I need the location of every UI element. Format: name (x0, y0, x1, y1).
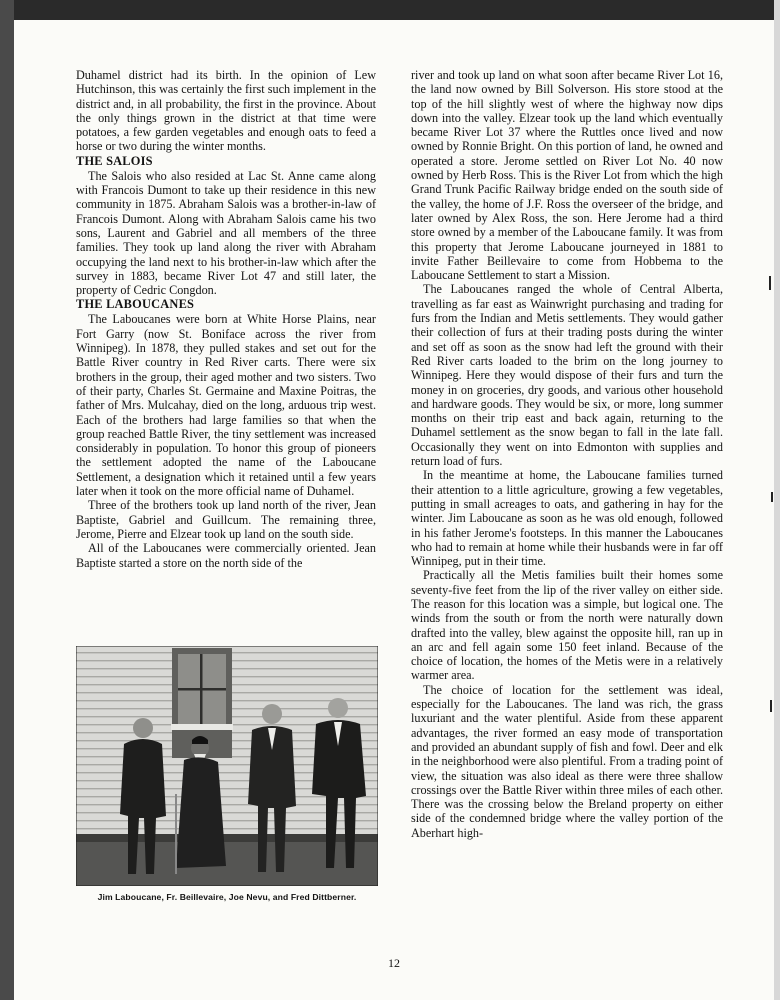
paragraph: The Laboucanes ranged the whole of Central Alberta, travelling as far east as Wainwright purchasing and trading for furs from the Indian and Metis settlements. They would gather their collection of furs at their trading posts during the winter and set off as soon as the snow had left the ground with their Red River carts loaded to the brim on the long journey to Winnipeg. Here they would dispose of their furs and turn the money in on groceries, dry goods, and various other household and hardware goods. They would be six, or more, long summer months on their trip east and back again, returning to the Duhamel settlement as the snow began to fall in the late fall. Occasionally they went on into Edmonton with supplies and return load of furs. (411, 282, 723, 469)
scan-artifact-mark (769, 276, 771, 290)
scan-artifact-mark (771, 492, 773, 502)
photo-caption: Jim Laboucane, Fr. Beillevaire, Joe Nevu, and Fred Dittberner. (97, 892, 357, 902)
group-photo (76, 646, 378, 886)
section-heading: THE LABOUCANES (76, 297, 195, 312)
page-number: 12 (388, 956, 400, 970)
scan-border-right (774, 0, 780, 1000)
scan-artifact-mark (770, 700, 772, 712)
scan-border-top (0, 0, 780, 20)
paragraph: In the meantime at home, the Laboucane families turned their attention to a little agriculture, growing a few vegetables, putting in small acreages to oats, and gathering in hay for the winter. Jim Laboucane as soon as he was old enough, followed in his father Jerome's footsteps. In this manner the Laboucanes who had to remain at home while their husbands were in far off Winnipeg, put in their time. (411, 468, 723, 569)
paragraph: All of the Laboucanes were commercially oriented. Jean Baptiste started a store on the north side of the (76, 541, 376, 570)
paragraph: Three of the brothers took up land north of the river, Jean Baptiste, Gabriel and Guillcum. The remaining three, Jerome, Pierre and Elzear took up land on the south side. (76, 498, 376, 541)
document-page (14, 20, 774, 1000)
right-column (411, 68, 723, 840)
paragraph: Duhamel district had its birth. In the opinion of Lew Hutchinson, this was certainly the first such implement in the district and, in all probability, the first in the province. About the only things grown in the district at that time were potatoes, a few garden vegetables and enough oats to feed a horse or two during the winter months. (76, 68, 376, 154)
paragraph: The Salois who also resided at Lac St. Anne came along with Francois Dumont to take up their residence in this new community in 1875. Abraham Salois was a brother-in-law of Francois Dumont. Along with Abraham Salois came his two sons, Laurent and Gabriel and all members of the three families. They took up land along the river with Abraham occupying the land next to his brother-in-law which after the survey in 1883, became River Lot 47 and still later, the property of Cedric Congdon. (76, 168, 376, 298)
section-heading: THE SALOIS (76, 153, 153, 168)
paragraph: river and took up land on what soon after became River Lot 16, the land now owned by Bill Solverson. His store stood at the top of the hill slightly west of where the highway now dips down into the valley. Elzear took up the land which eventually became River Lot 37 where the Ruttles once lived and now owned by Ronnie Bright. On this portion of land, he owned and operated a store. Jerome settled on River Lot No. 40 now owned by Herb Ross. This is the River Lot from which the high Grand Trunk Pacific Railway bridge ended on the south side of the valley, the home of J.F. Ross the overseer of the bridge, and later owned by Alex Ross, the son. Here Jerome had a third store owned by a member of the Laboucane family. It was from this property that Jerome Laboucane journeyed in 1881 to invite Father Beillevaire to come from Hobbema to the Laboucane Settlement to start a Mission. (411, 68, 723, 283)
photo-figure (76, 646, 378, 902)
left-column (76, 68, 376, 570)
paragraph: The choice of location for the settlement was ideal, especially for the Laboucanes. The land was rich, the grass luxuriant and the water plentiful. Aside from these apparent advantages, the river formed an easy mode of transportation and provided an abundant supply of fish and fowl. Deer and elk in the neighborhood were also plentiful. From a trading point of view, the situation was also ideal as there were three shallow crossings over the Battle River within three miles of each other. There was the crossing below the Breland property on either side of the condemned bridge where the valley portion of the Aberhart high- (411, 682, 723, 840)
paragraph: Practically all the Metis families built their homes some seventy-five feet from the lip of the river valley on either side. The reason for this location was a simple, but logical one. The winds from the south or from the north were naturally down drafted into the valley, blew against the opposite hill, ran up in an arc and fell again some 150 feet inland. Because of the choice of location, the homes of the Metis were in a relatively warmer area. (411, 568, 723, 683)
paragraph: The Laboucanes were born at White Horse Plains, near Fort Garry (now St. Boniface across the river from Winnipeg). In 1878, they pulled stakes and set out for the Battle River country in Red River carts. There were six brothers in the group, their aged mother and two sisters. Two of their party, Charles St. Germaine and Maxine Poitras, the father of Mrs. Mulcahay, died on the long, arduous trip west. Each of the brothers had large families so that when the group reached Battle River, the tiny settlement was increased considerably in population. To honor this group of pioneers the settlement adopted the name of the Laboucane Settlement, a designation which it retained until a few years later when it took on the more official name of Duhamel. (76, 312, 376, 499)
scan-border-left (0, 0, 14, 1000)
